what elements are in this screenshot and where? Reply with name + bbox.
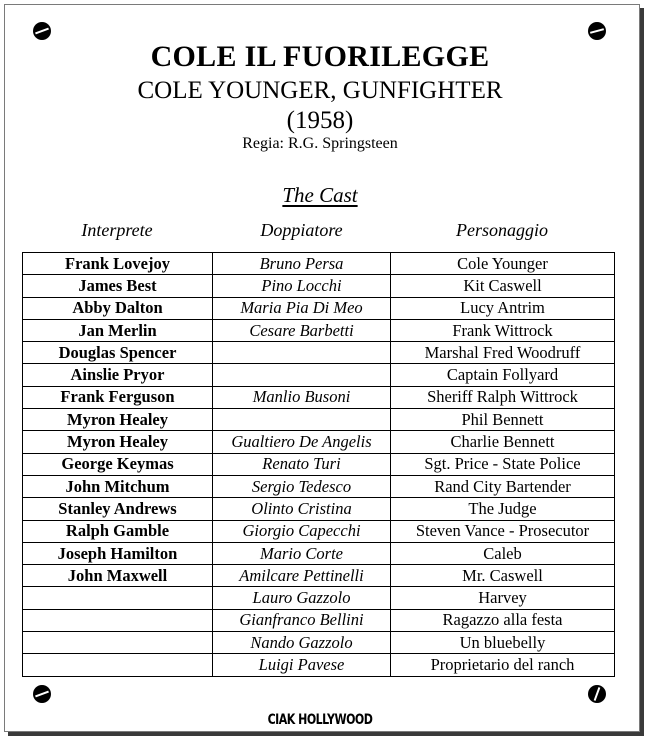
cell-character: Mr. Caswell	[391, 565, 615, 587]
table-row	[23, 542, 615, 564]
table-row	[23, 275, 615, 297]
cell-character: Frank Wittrock	[391, 319, 615, 341]
cell-actor: Myron Healey	[23, 431, 213, 453]
cell-character: Cole Younger	[391, 253, 615, 275]
table-row	[23, 609, 615, 631]
director-credit: Regia: R.G. Springsteen	[242, 135, 398, 152]
table-row	[23, 364, 615, 386]
cell-character: Sheriff Ralph Wittrock	[391, 386, 615, 408]
cell-dubber	[213, 342, 391, 364]
column-header-character: Personaggio	[456, 220, 548, 240]
cell-character: Charlie Bennett	[391, 431, 615, 453]
column-headers	[0, 220, 640, 244]
table-row	[23, 475, 615, 497]
cell-dubber: Olinto Cristina	[213, 498, 391, 520]
cell-actor	[23, 587, 213, 609]
table-row	[23, 253, 615, 275]
cell-character: Captain Follyard	[391, 364, 615, 386]
column-header-actor: Interprete	[81, 220, 153, 240]
cell-dubber: Nando Gazzolo	[213, 632, 391, 654]
table-row	[23, 431, 615, 453]
cell-character: Rand City Bartender	[391, 475, 615, 497]
cell-dubber: Renato Turi	[213, 453, 391, 475]
table-row	[23, 409, 615, 431]
release-year: (1958)	[286, 107, 354, 134]
original-title: COLE YOUNGER, GUNFIGHTER	[137, 77, 503, 104]
cell-dubber: Cesare Barbetti	[213, 319, 391, 341]
cell-dubber	[213, 364, 391, 386]
cell-character: Phil Bennett	[391, 409, 615, 431]
table-row	[23, 520, 615, 542]
table-row	[23, 342, 615, 364]
cell-character: Ragazzo alla festa	[391, 609, 615, 631]
cell-character: Lucy Antrim	[391, 297, 615, 319]
cell-character: Marshal Fred Woodruff	[391, 342, 615, 364]
cell-dubber: Manlio Busoni	[213, 386, 391, 408]
table-row	[23, 587, 615, 609]
cell-character: Harvey	[391, 587, 615, 609]
table-row	[23, 654, 615, 676]
table-row	[23, 498, 615, 520]
cell-character: Caleb	[391, 542, 615, 564]
cell-character: Sgt. Price - State Police	[391, 453, 615, 475]
cell-actor: Ralph Gamble	[23, 520, 213, 542]
cell-dubber: Mario Corte	[213, 542, 391, 564]
cell-character: Kit Caswell	[391, 275, 615, 297]
cell-actor: Myron Healey	[23, 409, 213, 431]
cell-actor: Stanley Andrews	[23, 498, 213, 520]
cell-actor	[23, 609, 213, 631]
cell-dubber: Maria Pia Di Meo	[213, 297, 391, 319]
cell-actor: Joseph Hamilton	[23, 542, 213, 564]
cell-actor	[23, 654, 213, 676]
cell-actor: John Mitchum	[23, 475, 213, 497]
cell-character: Un bluebelly	[391, 632, 615, 654]
cell-actor: Jan Merlin	[23, 319, 213, 341]
cell-dubber: Sergio Tedesco	[213, 475, 391, 497]
cell-dubber: Gianfranco Bellini	[213, 609, 391, 631]
cell-dubber: Bruno Persa	[213, 253, 391, 275]
cell-actor: Ainslie Pryor	[23, 364, 213, 386]
cell-actor: Douglas Spencer	[23, 342, 213, 364]
screw-icon	[33, 22, 51, 40]
cast-table-body	[23, 253, 615, 677]
cell-actor: Frank Lovejoy	[23, 253, 213, 275]
cell-actor	[23, 632, 213, 654]
cell-dubber: Lauro Gazzolo	[213, 587, 391, 609]
cast-table	[22, 252, 615, 677]
cell-dubber: Gualtiero De Angelis	[213, 431, 391, 453]
cell-actor: Abby Dalton	[23, 297, 213, 319]
cell-character: Steven Vance - Prosecutor	[391, 520, 615, 542]
cell-actor: George Keymas	[23, 453, 213, 475]
cast-heading: The Cast	[282, 183, 358, 207]
cell-actor: James Best	[23, 275, 213, 297]
table-row	[23, 565, 615, 587]
cell-dubber: Luigi Pavese	[213, 654, 391, 676]
cell-character: The Judge	[391, 498, 615, 520]
cell-actor: Frank Ferguson	[23, 386, 213, 408]
cell-character: Proprietario del ranch	[391, 654, 615, 676]
column-header-dubber: Doppiatore	[260, 220, 343, 240]
screw-icon	[588, 685, 606, 703]
table-row	[23, 632, 615, 654]
screw-icon	[33, 685, 51, 703]
cell-dubber: Giorgio Capecchi	[213, 520, 391, 542]
screw-icon	[588, 22, 606, 40]
table-row	[23, 453, 615, 475]
table-row	[23, 297, 615, 319]
cell-dubber	[213, 409, 391, 431]
table-row	[23, 386, 615, 408]
cell-dubber: Amilcare Pettinelli	[213, 565, 391, 587]
page-title: COLE IL FUORILEGGE	[150, 40, 490, 73]
ciak-hollywood-logo: CIAK HOLLYWOOD	[267, 711, 373, 728]
cell-actor: John Maxwell	[23, 565, 213, 587]
cell-dubber: Pino Locchi	[213, 275, 391, 297]
table-row	[23, 319, 615, 341]
